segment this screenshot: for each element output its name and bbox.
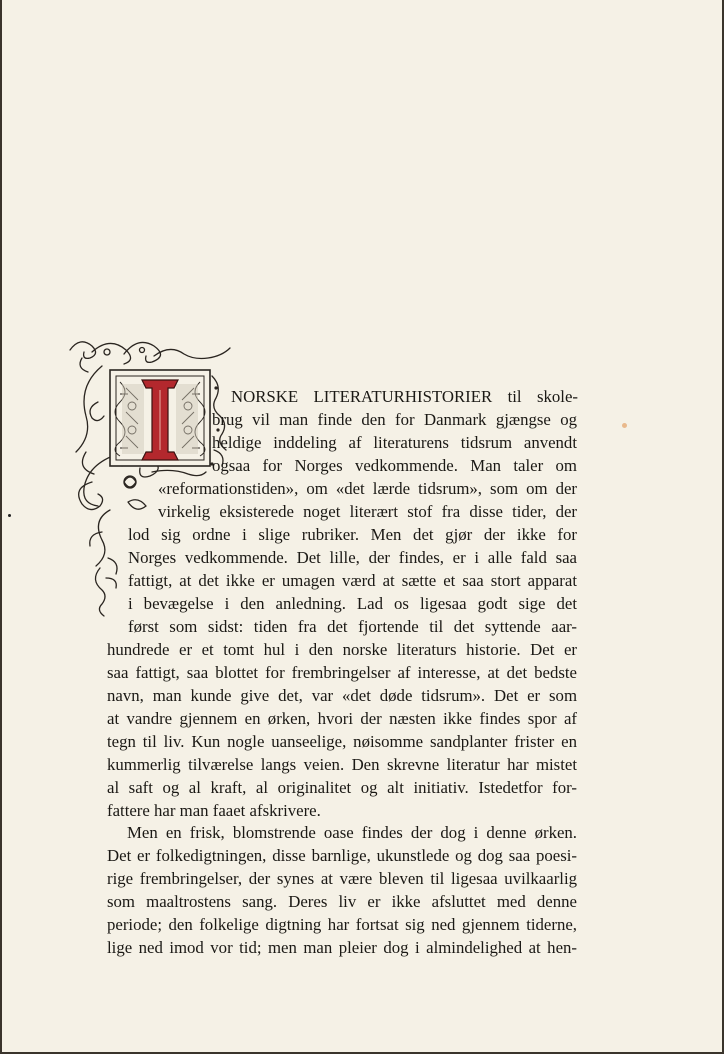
text-line: i bevægelse i den anledning. Lad os ligesaa godt sige det: [128, 594, 577, 613]
text-line: Norges vedkommende. Det lille, der findes, er i alle fald saa: [128, 548, 577, 567]
text-line: Men en frisk, blomstrende oase findes der dog i denne ørken.: [127, 823, 577, 842]
text-line: saa fattigt, saa blottet for frembringelser af interesse, at det bedste: [107, 663, 577, 682]
text-line: hundrede er et tomt hul i den norske literaturs historie. Det er: [107, 640, 577, 659]
text-line: først som sidst: tiden fra det fjortende til det syttende aar-: [128, 617, 577, 636]
text-line: kummerlig tilværelse langs veien. Den skrevne literatur har mistet: [107, 755, 577, 774]
text-line: tegn til liv. Kun nogle uanseelige, nøisomme sandplanter frister en: [107, 732, 577, 751]
text-line: virkelig eksisterede noget literært stof fra disse tider, der: [158, 502, 577, 521]
text-line: som maaltrostens sang. Deres liv er ikke afsluttet med denne: [107, 892, 577, 911]
text-line: ogsaa for Norges vedkommende. Man taler om: [212, 456, 577, 475]
text-line: heldige inddeling af literaturens tidsrum anvendt: [212, 433, 577, 452]
paper-stain: [622, 423, 627, 428]
text-line: NORSKE LITERATURHISTORIER til skole-: [231, 387, 578, 406]
text-line: Det er folkedigtningen, disse barnlige, ukunstlede og dog saa poesi-: [107, 846, 577, 865]
initial-letter: [110, 368, 202, 468]
text-line: fattigt, at det ikke er umagen værd at sætte et saa stort apparat: [128, 571, 577, 590]
text-line: brug vil man finde den for Danmark gjængse og: [212, 410, 577, 429]
text-line: periode; den folkelige digtning har fortsat sig ned gjennem tiderne,: [107, 915, 577, 934]
text-line: at vandre gjennem en ørken, hvori der næsten ikke findes spor af: [107, 709, 577, 728]
text-line: rige frembringelser, der synes at være bleven til ligesaa uvilkaarlig: [107, 869, 577, 888]
text-line: navn, man kunde give det, var «det døde tidsrum». Det er som: [107, 686, 577, 705]
text-line: lige ned imod vor tid; men man pleier dog i almindelighed at hen-: [107, 938, 577, 957]
text-line: lod sig ordne i slige rubriker. Men det gjør der ikke for: [128, 525, 577, 544]
text-line: fattere har man faaet afskrivere.: [107, 801, 321, 820]
page-edge-mark: [8, 514, 11, 517]
text-line: al saft og al kraft, al originalitet og alt initiativ. Istedetfor for-: [107, 778, 577, 797]
text-line: «reformationstiden», om «det lærde tidsrum», som om der: [158, 479, 577, 498]
